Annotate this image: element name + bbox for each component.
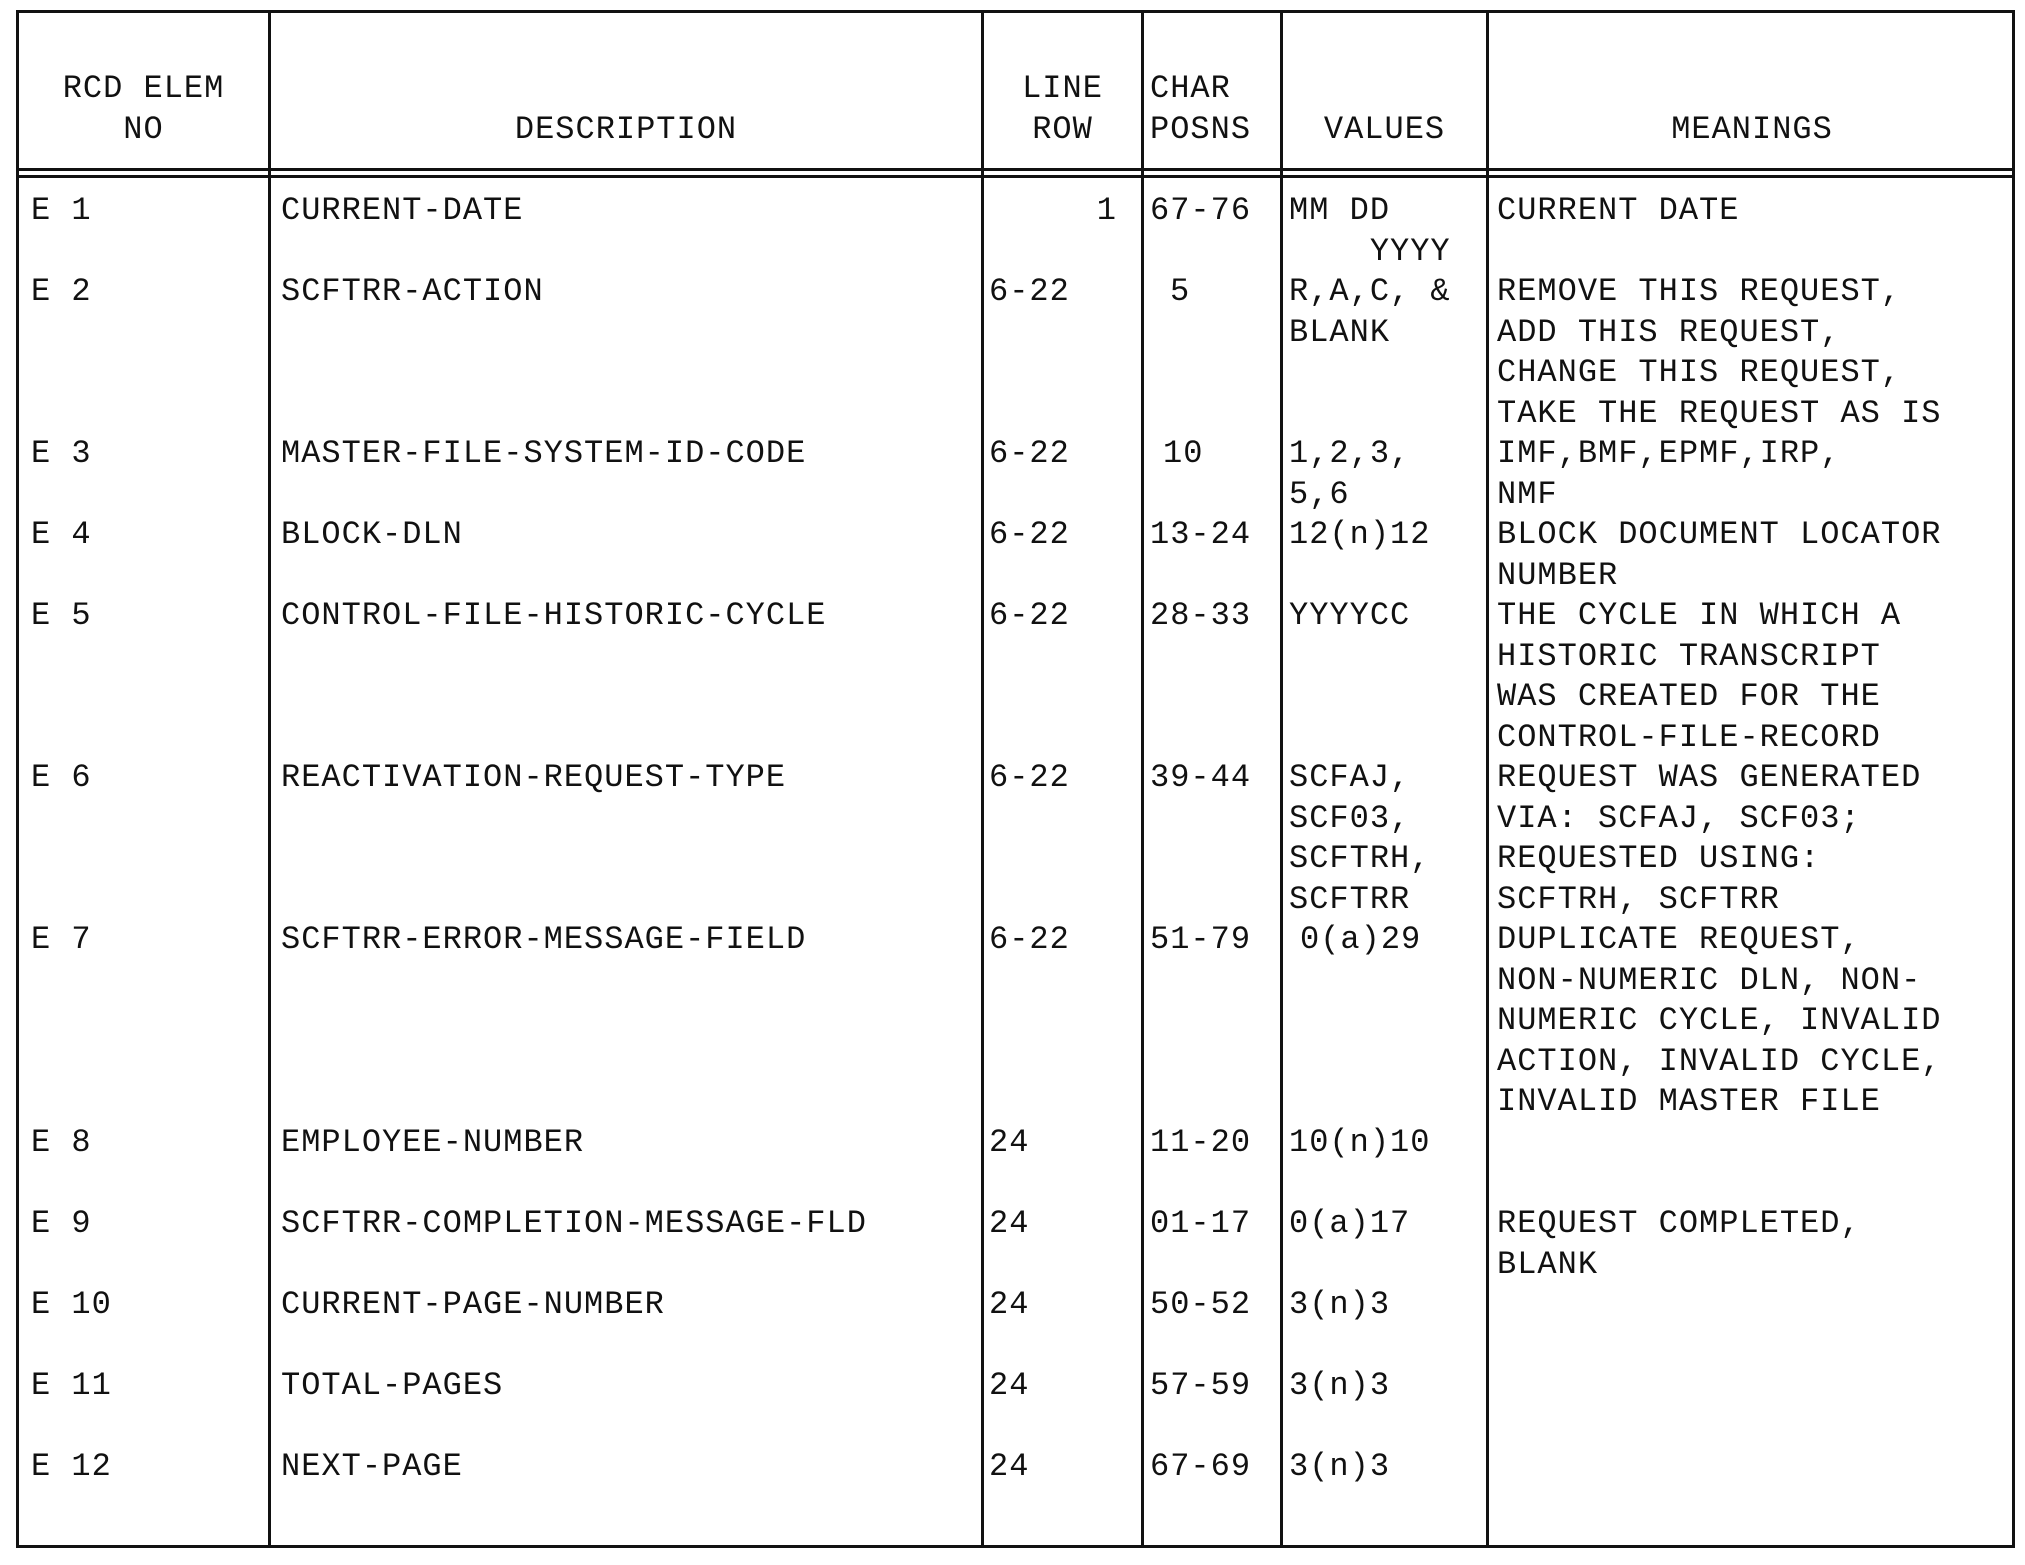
cell-line-row: 6-22: [989, 759, 1070, 796]
cell-char-posns: 13-24: [1150, 516, 1252, 553]
cell-description: REACTIVATION-REQUEST-TYPE: [281, 759, 787, 796]
cell-line-row: 1: [1096, 192, 1117, 229]
cell-meanings: CURRENT DATE: [1497, 192, 1740, 229]
cell-line-row: 24: [989, 1367, 1030, 1404]
cell-meanings: DUPLICATE REQUEST, NON-NUMERIC DLN, NON- NUMERIC CYCLE, INVALID ACTION, INVALID CYCLE, INVALID MASTER FILE: [1497, 921, 1942, 1120]
cell-description: CURRENT-DATE: [281, 192, 524, 229]
cell-values: SCFAJ, SCF03, SCFTRH, SCFTRR: [1289, 759, 1431, 918]
cell-description: SCFTRR-ERROR-MESSAGE-FIELD: [281, 921, 807, 958]
cell-line-row: 6-22: [989, 516, 1070, 553]
cell-meanings: THE CYCLE IN WHICH A HISTORIC TRANSCRIPT WAS CREATED FOR THE CONTROL-FILE-RECORD: [1497, 597, 1902, 756]
cell-description: BLOCK-DLN: [281, 516, 463, 553]
header-meanings: MEANINGS: [1671, 111, 1833, 148]
cell-char-posns: 67-69: [1150, 1448, 1252, 1485]
cell-char-posns: 10: [1163, 435, 1204, 472]
cell-values: 3(n)3: [1289, 1367, 1391, 1404]
cell-char-posns: 50-52: [1150, 1286, 1252, 1323]
header-divider: [19, 168, 2012, 171]
column-divider: [268, 13, 271, 1545]
cell-values: 12(n)12: [1289, 516, 1431, 553]
cell-char-posns: 28-33: [1150, 597, 1252, 634]
cell-description: MASTER-FILE-SYSTEM-ID-CODE: [281, 435, 807, 472]
cell-values: 1,2,3, 5,6: [1289, 435, 1411, 513]
cell-values: YYYYCC: [1289, 597, 1411, 634]
cell-char-posns: 39-44: [1150, 759, 1252, 796]
cell-line-row: 6-22: [989, 273, 1070, 310]
cell-elem-no: E 5: [31, 597, 92, 634]
header-char-posns: CHAR POSNS: [1150, 70, 1252, 148]
cell-values: 3(n)3: [1289, 1448, 1391, 1485]
cell-elem-no: E 4: [31, 516, 92, 553]
cell-values: 0(a)29: [1300, 921, 1422, 958]
cell-elem-no: E 7: [31, 921, 92, 958]
header-description: DESCRIPTION: [514, 111, 738, 148]
cell-char-posns: 11-20: [1150, 1124, 1252, 1161]
cell-elem-no: E 9: [31, 1205, 92, 1242]
cell-char-posns: 67-76: [1150, 192, 1252, 229]
header-values: VALUES: [1323, 111, 1446, 148]
cell-elem-no: E 2: [31, 273, 92, 310]
cell-line-row: 24: [989, 1205, 1030, 1242]
cell-line-row: 6-22: [989, 921, 1070, 958]
cell-line-row: 24: [989, 1448, 1030, 1485]
cell-meanings: REMOVE THIS REQUEST, ADD THIS REQUEST, CHANGE THIS REQUEST, TAKE THE REQUEST AS IS: [1497, 273, 1942, 432]
cell-meanings: BLOCK DOCUMENT LOCATOR NUMBER: [1497, 516, 1942, 594]
cell-description: NEXT-PAGE: [281, 1448, 463, 1485]
cell-elem-no: E 12: [31, 1448, 112, 1485]
column-divider: [981, 13, 984, 1545]
header-line-row: LINE ROW: [1022, 70, 1103, 148]
cell-description: TOTAL-PAGES: [281, 1367, 504, 1404]
cell-char-posns: 5: [1170, 273, 1191, 310]
cell-char-posns: 57-59: [1150, 1367, 1252, 1404]
cell-values: 0(a)17: [1289, 1205, 1411, 1242]
cell-line-row: 6-22: [989, 435, 1070, 472]
cell-elem-no: E 8: [31, 1124, 92, 1161]
column-divider: [1141, 13, 1144, 1545]
cell-description: SCFTRR-ACTION: [281, 273, 544, 310]
cell-char-posns: 01-17: [1150, 1205, 1252, 1242]
cell-values: 10(n)10: [1289, 1124, 1431, 1161]
cell-description: CURRENT-PAGE-NUMBER: [281, 1286, 665, 1323]
cell-line-row: 6-22: [989, 597, 1070, 634]
record-element-table: [16, 10, 2015, 1548]
cell-values: R,A,C, & BLANK: [1289, 273, 1451, 351]
header-divider: [19, 175, 2012, 178]
cell-elem-no: E 11: [31, 1367, 112, 1404]
cell-elem-no: E 6: [31, 759, 92, 796]
cell-line-row: 24: [989, 1124, 1030, 1161]
cell-elem-no: E 10: [31, 1286, 112, 1323]
cell-elem-no: E 3: [31, 435, 92, 472]
cell-meanings: REQUEST WAS GENERATED VIA: SCFAJ, SCF03; REQUESTED USING: SCFTRH, SCFTRR: [1497, 759, 1922, 918]
cell-values: MM DD YYYY: [1289, 192, 1451, 270]
cell-elem-no: E 1: [31, 192, 92, 229]
cell-description: EMPLOYEE-NUMBER: [281, 1124, 585, 1161]
cell-line-row: 24: [989, 1286, 1030, 1323]
cell-meanings: IMF,BMF,EPMF,IRP, NMF: [1497, 435, 1841, 513]
column-divider: [1486, 13, 1489, 1545]
cell-description: SCFTRR-COMPLETION-MESSAGE-FLD: [281, 1205, 867, 1242]
cell-values: 3(n)3: [1289, 1286, 1391, 1323]
header-rcd-elem-no: RCD ELEM NO: [62, 70, 225, 148]
cell-meanings: REQUEST COMPLETED, BLANK: [1497, 1205, 1861, 1283]
column-divider: [1280, 13, 1283, 1545]
cell-char-posns: 51-79: [1150, 921, 1252, 958]
cell-description: CONTROL-FILE-HISTORIC-CYCLE: [281, 597, 827, 634]
